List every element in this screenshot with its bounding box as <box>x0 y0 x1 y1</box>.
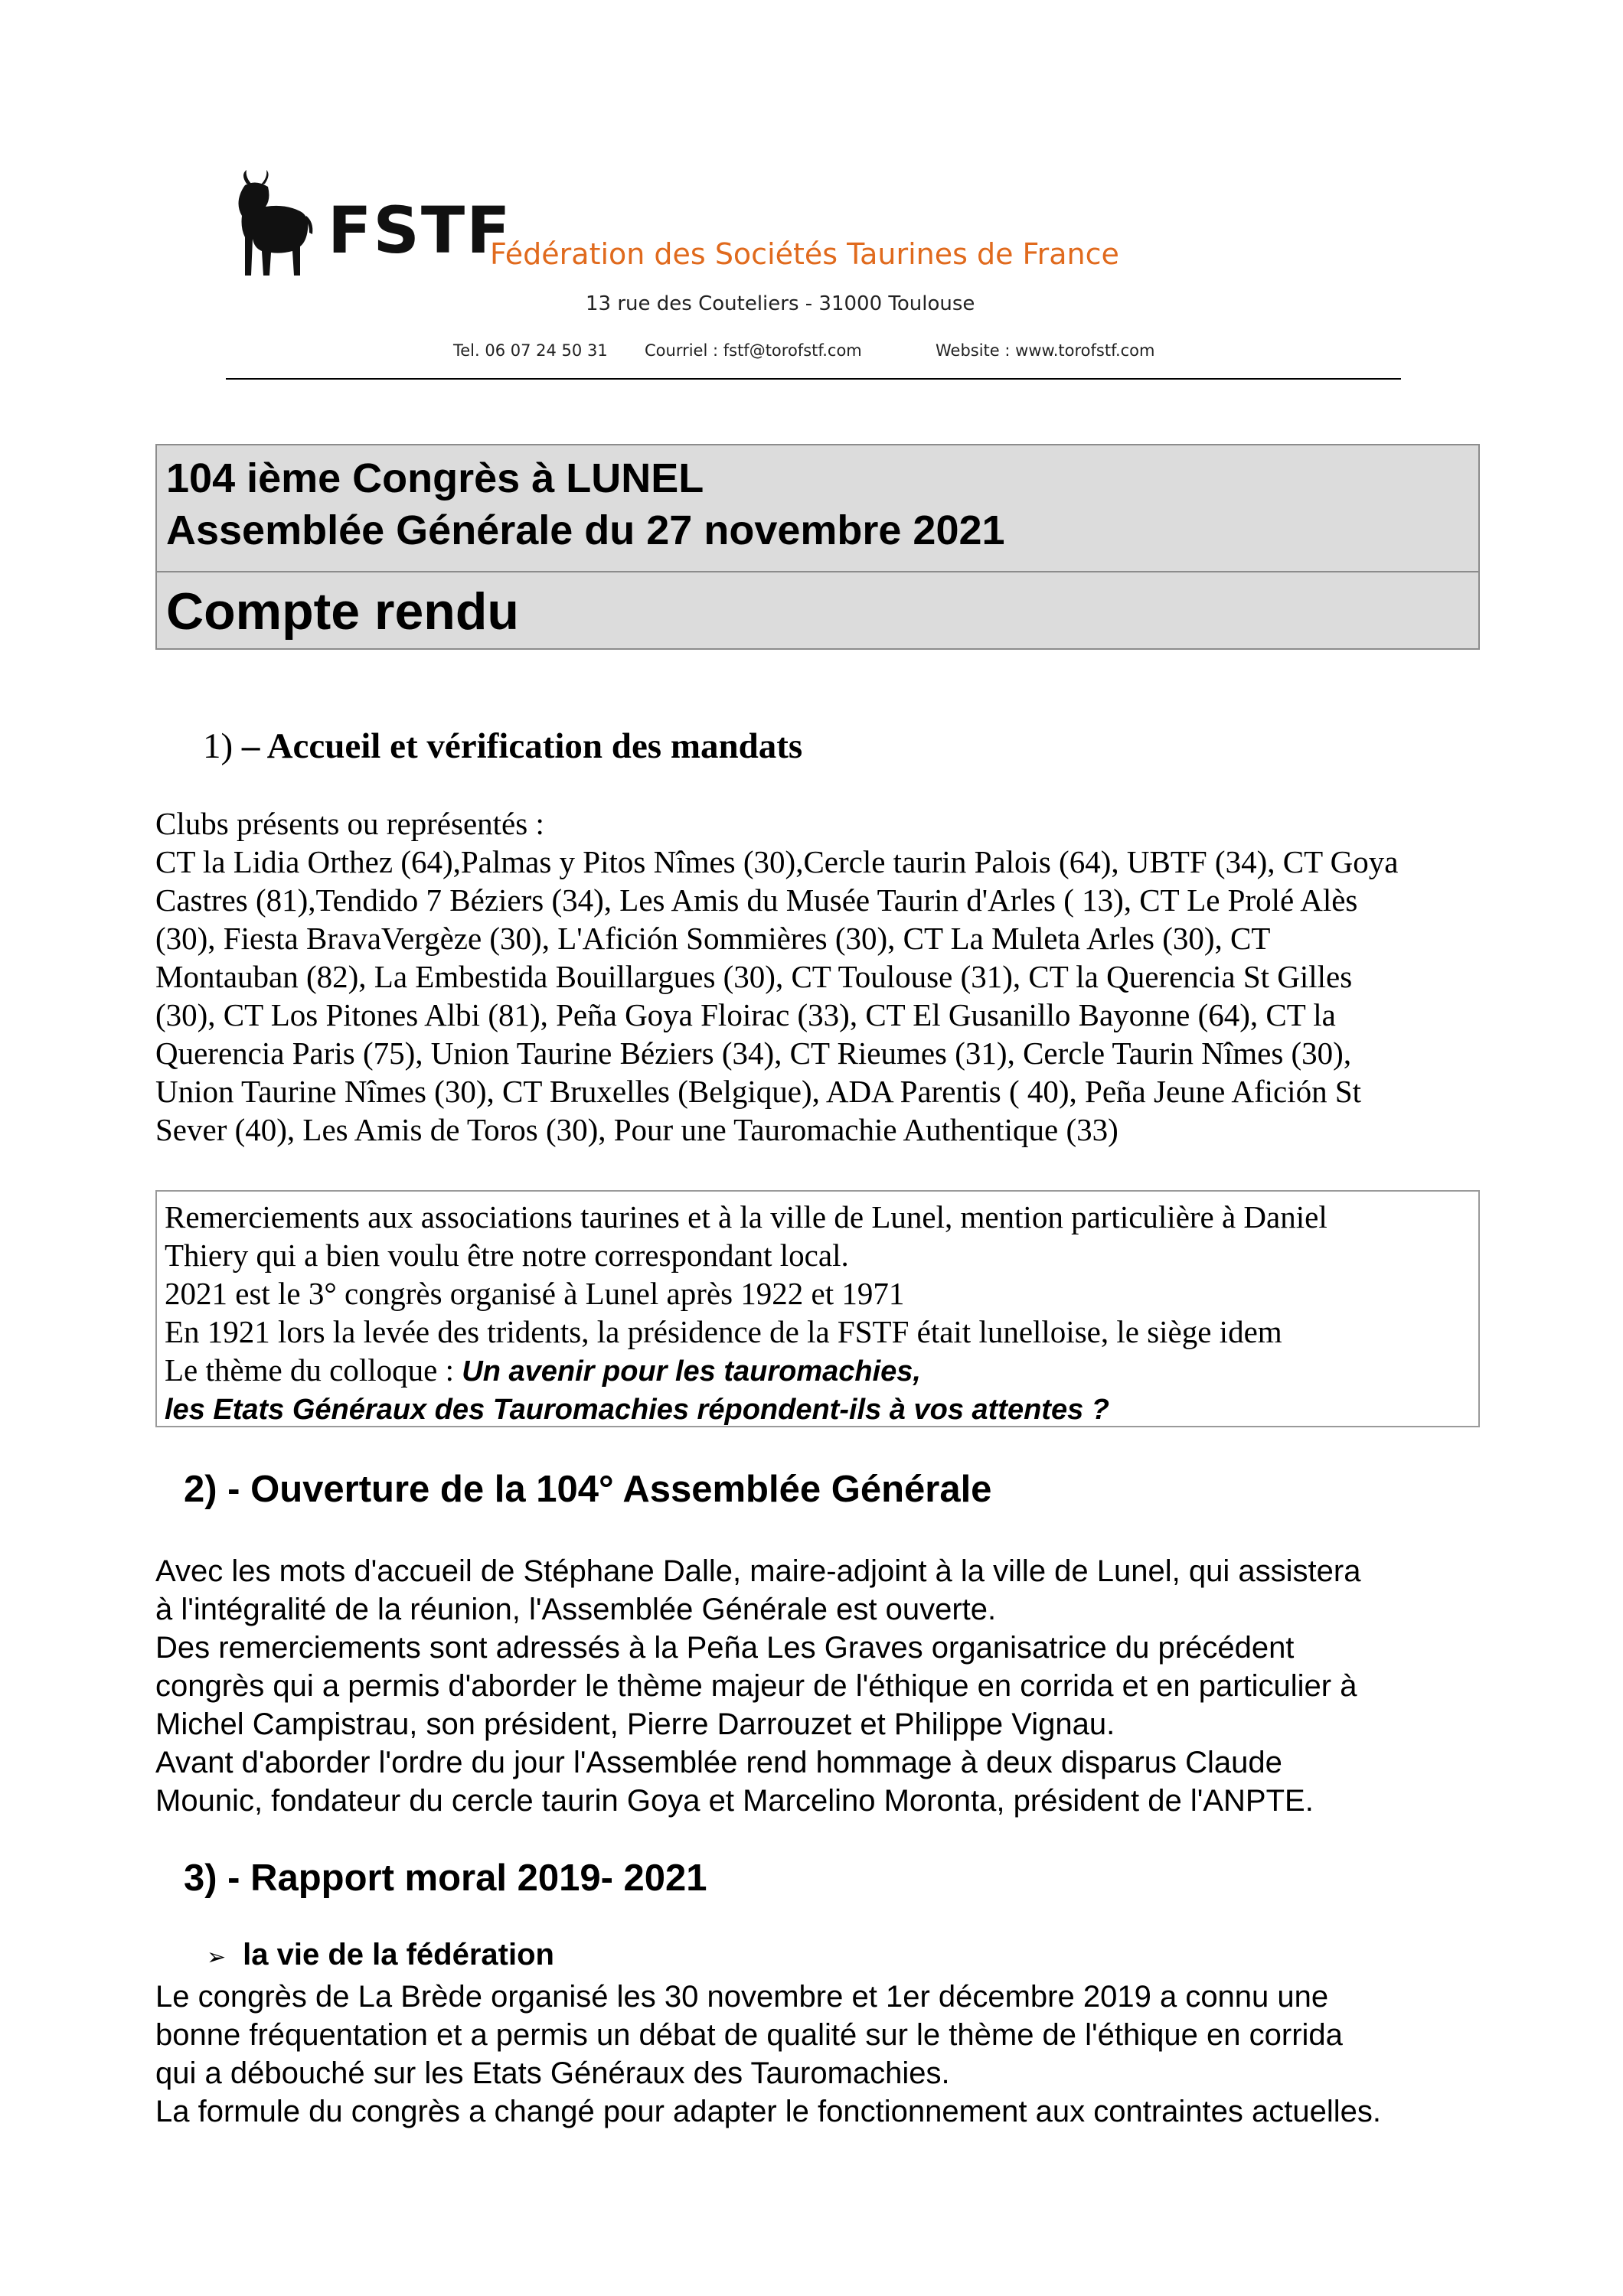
paragraph-line: Mounic, fondateur du cercle taurin Goya et Marcelino Moronta, président de l'ANPTE. <box>155 1784 1314 1818</box>
federation-life-subheading <box>207 1938 554 1972</box>
federation-name: Fédération des Sociétés Taurines de France <box>490 237 1119 271</box>
paragraph-line: La formule du congrès a changé pour adapter le fonctionnement aux contraintes actuelles. <box>155 2095 1382 2128</box>
paragraph-line: congrès qui a permis d'aborder le thème majeur de l'éthique en corrida et en particulier à <box>155 1669 1357 1703</box>
clubs-line: Montauban (82), La Embestida Bouillargues (30), CT Toulouse (31), CT la Querencia St Gilles <box>155 959 1353 994</box>
thanks-line: Thiery qui a bien voulu être notre correspondant local. <box>165 1238 849 1273</box>
section-1-number: 1) <box>203 726 233 766</box>
thanks-line: Remerciements aux associations taurines et à la ville de Lunel, mention particulière à Daniel <box>165 1199 1327 1234</box>
paragraph-line: Avec les mots d'accueil de Stéphane Dalle, maire-adjoint à la ville de Lunel, qui assistera <box>155 1554 1361 1588</box>
clubs-line: Sever (40), Les Amis de Toros (30), Pour une Tauromachie Authentique (33) <box>155 1112 1118 1147</box>
clubs-line: Castres (81),Tendido 7 Béziers (34), Les Amis du Musée Taurin d'Arles ( 13), CT Le Prolé Alès <box>155 882 1358 918</box>
theme-title-part-1: Un avenir pour les tauromachies, <box>462 1355 921 1388</box>
paragraph-line: à l'intégralité de la réunion, l'Assemblée Générale est ouverte. <box>155 1593 997 1626</box>
subheading-label: la vie de la fédération <box>243 1938 554 1971</box>
report-title: Compte rendu <box>166 582 519 641</box>
title-divider <box>157 571 1478 572</box>
paragraph-line: Michel Campistrau, son président, Pierre Darrouzet et Philippe Vignau. <box>155 1707 1115 1741</box>
thanks-box <box>155 1190 1480 1427</box>
clubs-intro: Clubs présents ou représentés : <box>155 806 544 841</box>
section-3-heading: 3) - Rapport moral 2019- 2021 <box>184 1857 707 1899</box>
bull-logo-icon <box>224 168 315 283</box>
paragraph-line: bonne fréquentation et a permis un débat de qualité sur le thème de l'éthique en corrida <box>155 2018 1343 2052</box>
section-1-title: – Accueil et vérification des mandats <box>241 726 803 766</box>
title-box <box>155 444 1480 650</box>
arrow-bullet-icon: ➢ <box>207 1944 227 1971</box>
clubs-line: CT la Lidia Orthez (64),Palmas y Pitos Nîmes (30),Cercle taurin Palois (64), UBTF (34), CT Goya <box>155 844 1399 879</box>
theme-prefix: Le thème du colloque : <box>165 1352 462 1388</box>
federation-address: 13 rue des Couteliers - 31000 Toulouse <box>586 292 975 315</box>
clubs-line: (30), Fiesta BravaVergèze (30), L'Afición Sommières (30), CT La Muleta Arles (30), CT <box>155 921 1271 956</box>
theme-title-part-2: les Etats Généraux des Tauromachies répondent-ils à vos attentes ? <box>165 1394 1109 1426</box>
congress-title: 104 ième Congrès à LUNEL <box>166 455 704 501</box>
contact-website: Website : www.torofstf.com <box>936 341 1155 360</box>
letterhead <box>153 153 1478 383</box>
paragraph-line: Le congrès de La Brède organisé les 30 novembre et 1er décembre 2019 a connu une <box>155 1980 1329 2014</box>
section-3-body <box>155 1978 1381 2131</box>
contact-email: Courriel : fstf@torofstf.com <box>645 341 862 360</box>
fstf-wordmark: FSTF <box>328 193 512 268</box>
theme-line <box>165 1351 1327 1391</box>
clubs-list <box>155 843 1398 1149</box>
paragraph-line: qui a débouché sur les Etats Généraux des Tauromachies. <box>155 2056 950 2090</box>
clubs-line: Union Taurine Nîmes (30), CT Bruxelles (Belgique), ADA Parentis ( 40), Peña Jeune Afición St <box>155 1074 1362 1109</box>
thanks-text <box>165 1198 1327 1429</box>
contact-line <box>453 341 1372 360</box>
thanks-line: En 1921 lors la levée des tridents, la présidence de la FSTF était lunelloise, le siège idem <box>165 1314 1282 1349</box>
thanks-line: 2021 est le 3° congrès organisé à Lunel après 1922 et 1971 <box>165 1276 905 1311</box>
paragraph-line: Des remerciements sont adressés à la Peña Les Graves organisatrice du précédent <box>155 1631 1295 1665</box>
paragraph-line: Avant d'aborder l'ordre du jour l'Assemblée rend hommage à deux disparus Claude <box>155 1746 1282 1779</box>
assembly-date-title: Assemblée Générale du 27 novembre 2021 <box>166 507 1005 553</box>
letterhead-divider <box>226 378 1401 380</box>
clubs-line: (30), CT Los Pitones Albi (81), Peña Goya Floirac (33), CT El Gusanillo Bayonne (64), CT la <box>155 997 1336 1032</box>
section-1-heading <box>203 726 802 767</box>
section-2-body <box>155 1552 1360 1820</box>
section-2-heading: 2) - Ouverture de la 104° Assemblée Générale <box>184 1469 992 1510</box>
clubs-line: Querencia Paris (75), Union Taurine Béziers (34), CT Rieumes (31), Cercle Taurin Nîmes (30), <box>155 1035 1352 1071</box>
contact-tel: Tel. 06 07 24 50 31 <box>453 341 608 360</box>
